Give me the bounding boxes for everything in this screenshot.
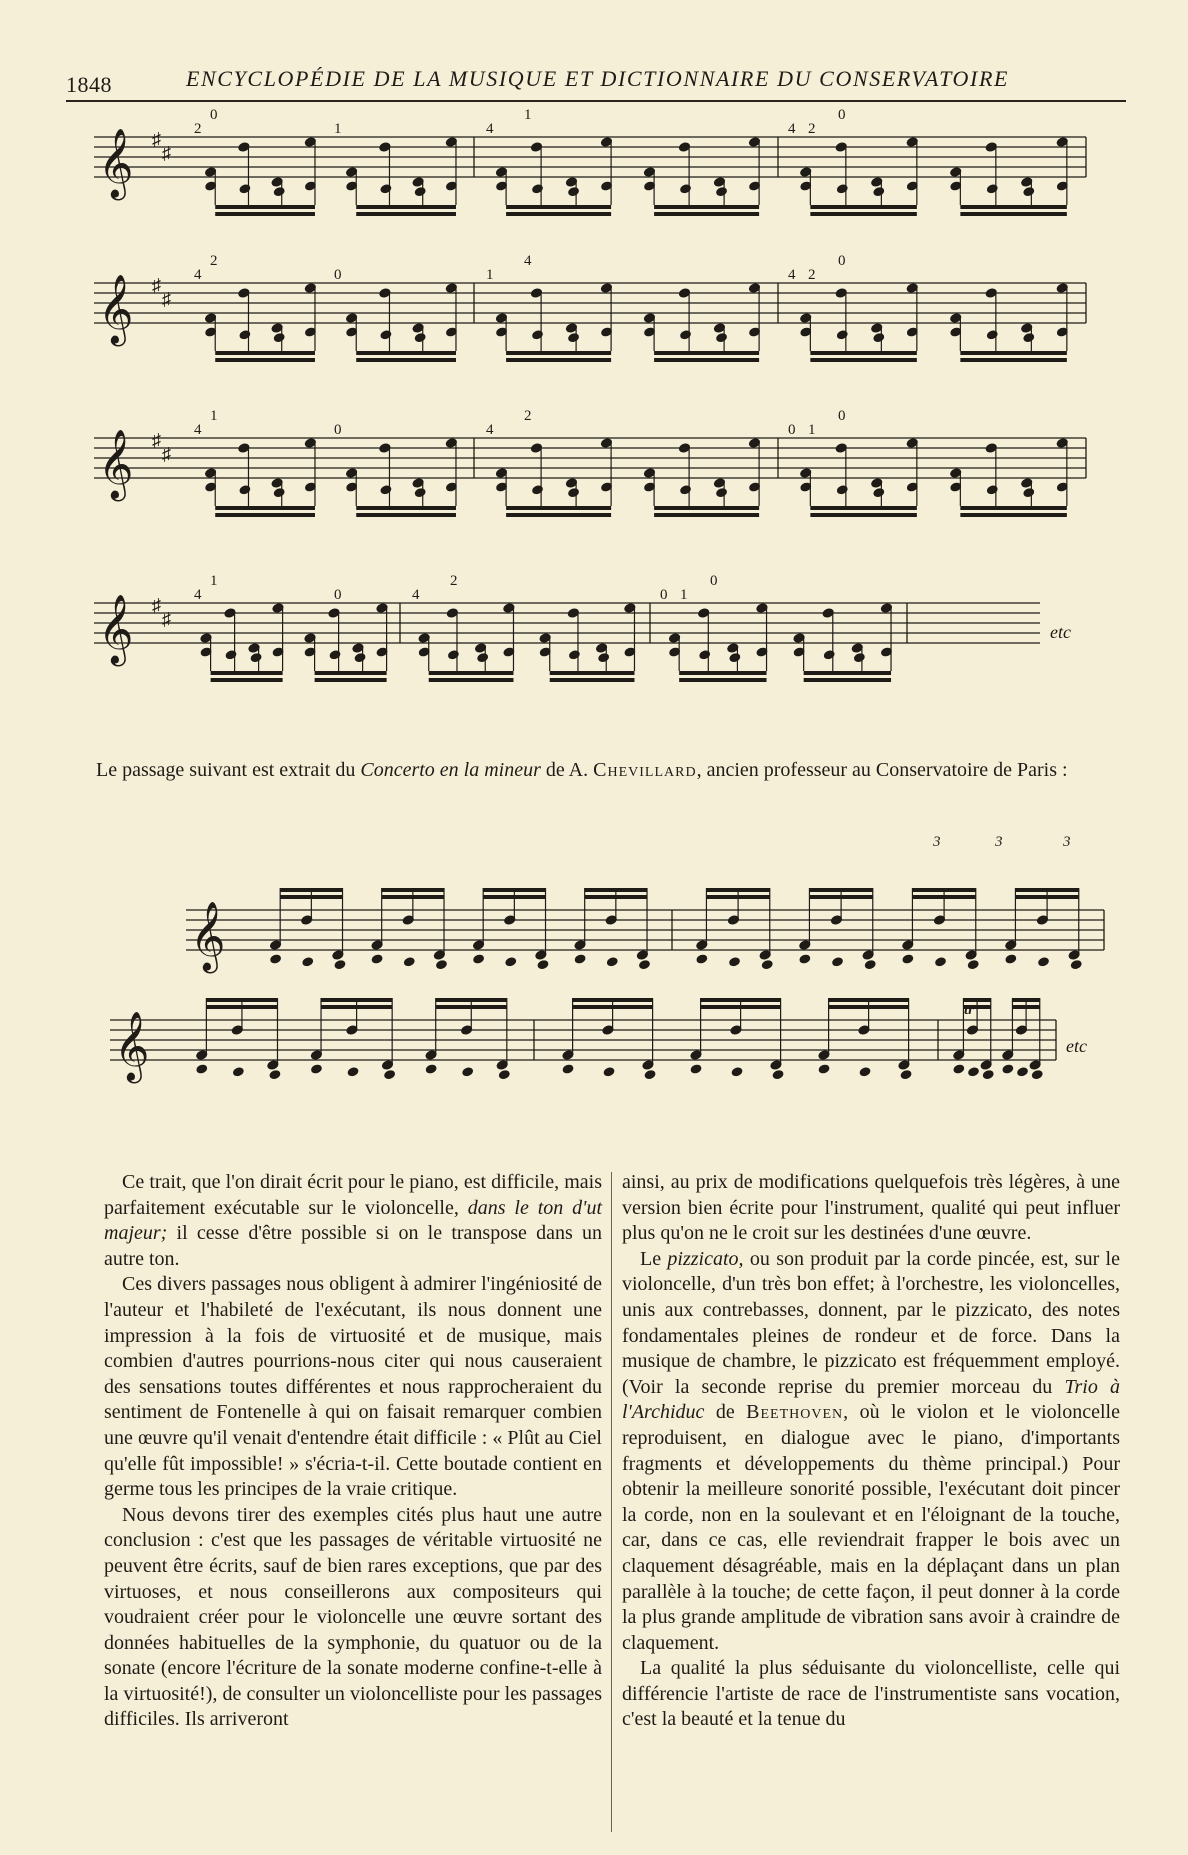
treble-clef: 𝄞 [98,594,134,664]
fingering: 4 [194,267,202,283]
beam [654,358,759,362]
slur [114,991,538,1004]
music-example-1-etc: etc [1050,622,1071,642]
note-head [302,957,314,967]
note-head [1005,954,1017,964]
fingering: 0 [210,107,218,123]
beam [215,358,315,362]
note-head [354,653,366,663]
note-head [1023,488,1035,498]
treble-clef: 𝄞 [98,274,134,344]
key-signature-sharp: ♯ [162,143,171,163]
note-head [761,960,773,970]
beam [436,998,507,1002]
note-head [729,653,741,663]
note-head [799,954,811,964]
beam [960,358,1067,362]
note-head [462,1067,474,1077]
note-head [334,960,346,970]
beam [809,888,872,892]
key-signature-sharp: ♯ [152,430,161,450]
note-head [935,957,947,967]
beam [679,678,766,682]
note-head [716,488,728,498]
beam [912,888,975,892]
beam [960,212,1067,216]
beam [506,351,611,355]
left-column [104,1170,602,1733]
beam [280,888,342,892]
beam [215,205,315,209]
note-head [772,1070,784,1080]
beam [960,205,1067,209]
fingering: 2 [194,121,202,137]
fingering: 0 [838,408,846,424]
fingering: 0 [334,587,342,603]
beam [215,212,315,216]
beam [654,351,759,355]
treble-clef: 𝄞 [98,429,134,499]
music-staves [94,128,1104,1083]
beam [810,513,917,517]
note-head [716,187,728,197]
beam [315,678,387,682]
note-head [644,1070,656,1080]
note-head [273,187,285,197]
fingering: 2 [210,253,218,269]
note-head [873,333,885,343]
note-head [250,653,262,663]
note-head [414,333,426,343]
note-head [1002,1064,1014,1074]
beam [215,506,315,510]
note-head [900,1070,912,1080]
fingering: 2 [808,121,816,137]
beam [585,895,647,899]
music-notes [196,137,1083,1080]
beam [573,1005,653,1009]
beam [654,212,759,216]
fingering: 4 [412,587,420,603]
beam [701,998,781,1002]
treble-clef: 𝄞 [98,128,134,198]
trill-mark: tr [964,1002,975,1018]
composer-name: Chevillard [593,759,697,781]
beam [829,998,909,1002]
beam [356,513,456,517]
key-signature-sharp: ♯ [162,444,171,464]
fingering: 0 [838,107,846,123]
beam [654,506,759,510]
fingering: 0 [334,267,342,283]
note-head [1070,960,1082,970]
fingering: 2 [808,267,816,283]
beam [356,351,456,355]
note-head [403,957,415,967]
page-number: 1848 [66,72,112,97]
beam [706,895,769,899]
beam [506,513,611,517]
fingering: 4 [486,121,494,137]
note-head [1017,1067,1029,1077]
note-head [477,653,489,663]
beam [1015,895,1078,899]
beam [960,506,1067,510]
note-head [414,187,426,197]
fingering: 2 [524,408,532,424]
beam [810,205,917,209]
note-head [873,488,885,498]
note-head [537,960,549,970]
note-head [371,954,383,964]
note-head [953,1064,965,1074]
beam [429,671,514,675]
beam [436,1005,507,1009]
note-head [574,954,586,964]
beam [321,1005,392,1009]
intro-paragraph: Le passage suivant est extrait du Concerto en la mineur de A. Chevillard, ancien professeur au Conservatoire de Paris : [96,759,1068,781]
fingering: 0 [660,587,668,603]
note-head [731,1067,743,1077]
work-title: Concerto en la mineur [360,759,541,781]
triplet-mark: 3 [933,834,941,850]
note-head [269,1070,281,1080]
beam [506,506,611,510]
beam [483,895,545,899]
beam [810,506,917,510]
note-head [311,1064,323,1074]
note-head [639,960,651,970]
note-head [967,960,979,970]
fingering: 4 [788,121,796,137]
fingering: 0 [334,422,342,438]
note-head [982,1070,994,1080]
beam [506,205,611,209]
fingering: 1 [210,573,218,589]
beam [280,895,342,899]
beam [804,671,891,675]
triplet-mark: 3 [995,834,1003,850]
beam [356,205,456,209]
note-head [902,954,914,964]
beam [206,998,277,1002]
column-divider [611,1172,612,1832]
fingering: 4 [788,267,796,283]
beam [960,351,1067,355]
note-head [568,333,580,343]
note-head [606,957,618,967]
beam [706,888,769,892]
beam [810,358,917,362]
note-head [968,1067,980,1077]
beam [356,212,456,216]
note-head [273,488,285,498]
note-head [414,488,426,498]
note-head [505,957,517,967]
beam [573,998,653,1002]
key-signature-sharp: ♯ [152,129,161,149]
triplet-mark: 3 [1063,834,1071,850]
beam [809,895,872,899]
treble-clef: 𝄞 [114,1011,150,1081]
beam [356,506,456,510]
beam [679,671,766,675]
music-labels [114,107,1102,1018]
note-head [347,1067,359,1077]
fingering: 1 [524,107,532,123]
beam [654,513,759,517]
beam [810,351,917,355]
fingering: 4 [524,253,532,269]
fingering: 4 [486,422,494,438]
beam [701,1005,781,1009]
note-head [384,1070,396,1080]
key-signature-sharp: ♯ [152,595,161,615]
beam [1012,998,1039,1002]
note-head [498,1070,510,1080]
beam [211,678,283,682]
note-head [690,1064,702,1074]
note-head [818,1064,830,1074]
note-head [716,333,728,343]
beam [1012,1005,1039,1009]
running-title: ENCYCLOPÉDIE DE LA MUSIQUE ET DICTIONNAIRE DU CONSERVATOIRE [186,66,1010,91]
right-column [622,1170,1120,1733]
treble-clef: 𝄞 [190,901,226,971]
note-head [568,488,580,498]
fingering: 4 [194,422,202,438]
note-head [196,1064,208,1074]
beam [550,678,635,682]
beam [356,358,456,362]
note-head [1038,957,1050,967]
note-head [853,653,865,663]
note-head [1023,187,1035,197]
note-head [873,187,885,197]
fingering: 1 [486,267,494,283]
fingering: 2 [450,573,458,589]
note-head [568,187,580,197]
right-paragraph-1: ainsi, au prix de modifications quelquefois très légères, à une version bien écrite pour l'instrument, qualité qui peut influer plus qu'on ne le croit sur les destinées d'une œuvre. [622,1171,1120,1245]
note-head [436,960,448,970]
fingering: 4 [194,587,202,603]
beam [550,671,635,675]
note-head [473,954,485,964]
beam [804,678,891,682]
music-example-2-etc: etc [1066,1036,1087,1056]
beam [654,205,759,209]
fingering: 0 [788,422,796,438]
note-head [598,653,610,663]
beam [483,888,545,892]
fingering: 0 [838,253,846,269]
note-head [273,333,285,343]
beam [1015,888,1078,892]
beam [506,212,611,216]
beam [585,888,647,892]
fingering: 0 [710,573,718,589]
beam [211,671,283,675]
beam [829,1005,909,1009]
fingering: 1 [334,121,342,137]
beam [506,358,611,362]
note-head [729,957,741,967]
note-head [1023,333,1035,343]
note-head [562,1064,574,1074]
beam [429,678,514,682]
note-head [603,1067,615,1077]
key-signature-sharp: ♯ [152,275,161,295]
note-head [859,1067,871,1077]
note-head [832,957,844,967]
fingering: 1 [210,408,218,424]
beam [321,998,392,1002]
note-head [1031,1070,1043,1080]
beam [960,513,1067,517]
beam [215,351,315,355]
beam [215,513,315,517]
key-signature-sharp: ♯ [162,289,171,309]
beam [382,888,444,892]
left-paragraph-1: Ce trait, que l'on dirait écrit pour le piano, est difficile, mais parfaitement exécutable sur le violoncelle, dans le ton d'ut majeur; il cesse d'être possible si on le transpose dans un autre ton. [104,1171,603,1270]
beam [810,212,917,216]
beam [912,895,975,899]
note-head [696,954,708,964]
beam [382,895,444,899]
note-head [270,954,282,964]
beam [315,671,387,675]
note-head [425,1064,437,1074]
right-paragraph-3: La qualité la plus séduisante du violoncelliste, celle qui différencie l'artiste de race de l'instrumentiste sans vocation, c'est la beauté et la tenue du [622,1657,1120,1731]
note-head [864,960,876,970]
fingering: 1 [680,587,688,603]
key-signature-sharp: ♯ [162,609,171,629]
right-paragraph-2: Le pizzicato, ou son produit par la corde pincée, est, sur le violoncelle, d'un très bon effet; à l'orchestre, les violoncelles, unis aux contrebasses, donnent, par le pizzicato, des notes fondamentales pleines de rondeur et de force. Dans la musique de chambre, le pizzicato est fréquemment employé. (Voir la seconde reprise du premier morceau du Trio à l'Archiduc de Beethoven, où le violon et le violoncelle reproduisent, en dialogue avec le piano, d'importants fragments et développements du thème principal.) Pour obtenir la meilleure sonorité possible, l'exécutant doit pincer la corde, non en la soulevant et en l'éloignant de la touche, car, dans ce cas, elle reviendrait frapper le bois avec un claquement désagréable, mais en la déplaçant dans un plan parallèle à la touche; de cette façon, il peut donner à la corde la plus grande amplitude de vibration sans avoir à craindre de claquement. [622,1247,1121,1654]
left-paragraph-2: Ces divers passages nous obligent à admirer l'ingéniosité de l'auteur et l'habileté de l'exécutant, ils nous donnent une impression à la fois de virtuosité et de musique, mais combien d'autres pourrions-nous citer qui nous causeraient des sensations toutes différentes et nous rapprocheraient du sentiment de Fontenelle à qui on faisait remarquer combien une œuvre qu'il venait d'entendre était difficile : « Plût au Ciel qu'elle fût impossible! » s'écria-t-il. Cette boutade contient en germe tous les principes de la vraie critique. [104,1273,602,1501]
note-head [232,1067,244,1077]
beam [206,1005,277,1009]
left-paragraph-3: Nous devons tirer des exemples cités plus haut une autre conclusion : c'est que les passages de véritable virtuosité ne peuvent être écrits, sauf de bien rares exceptions, que par des virtuoses, et nous conseillerons aux compositeurs qui voudraient créer pour le violoncelle une œuvre sortant des données habituelles de la symphonie, du quatuor ou de la sonate (encore l'écriture de la sonate moderne confine-t-elle à la virtuosité!), de consulter un violoncelliste pour les passages difficiles. Ils arriveront [104,1503,602,1731]
fingering: 1 [808,422,816,438]
